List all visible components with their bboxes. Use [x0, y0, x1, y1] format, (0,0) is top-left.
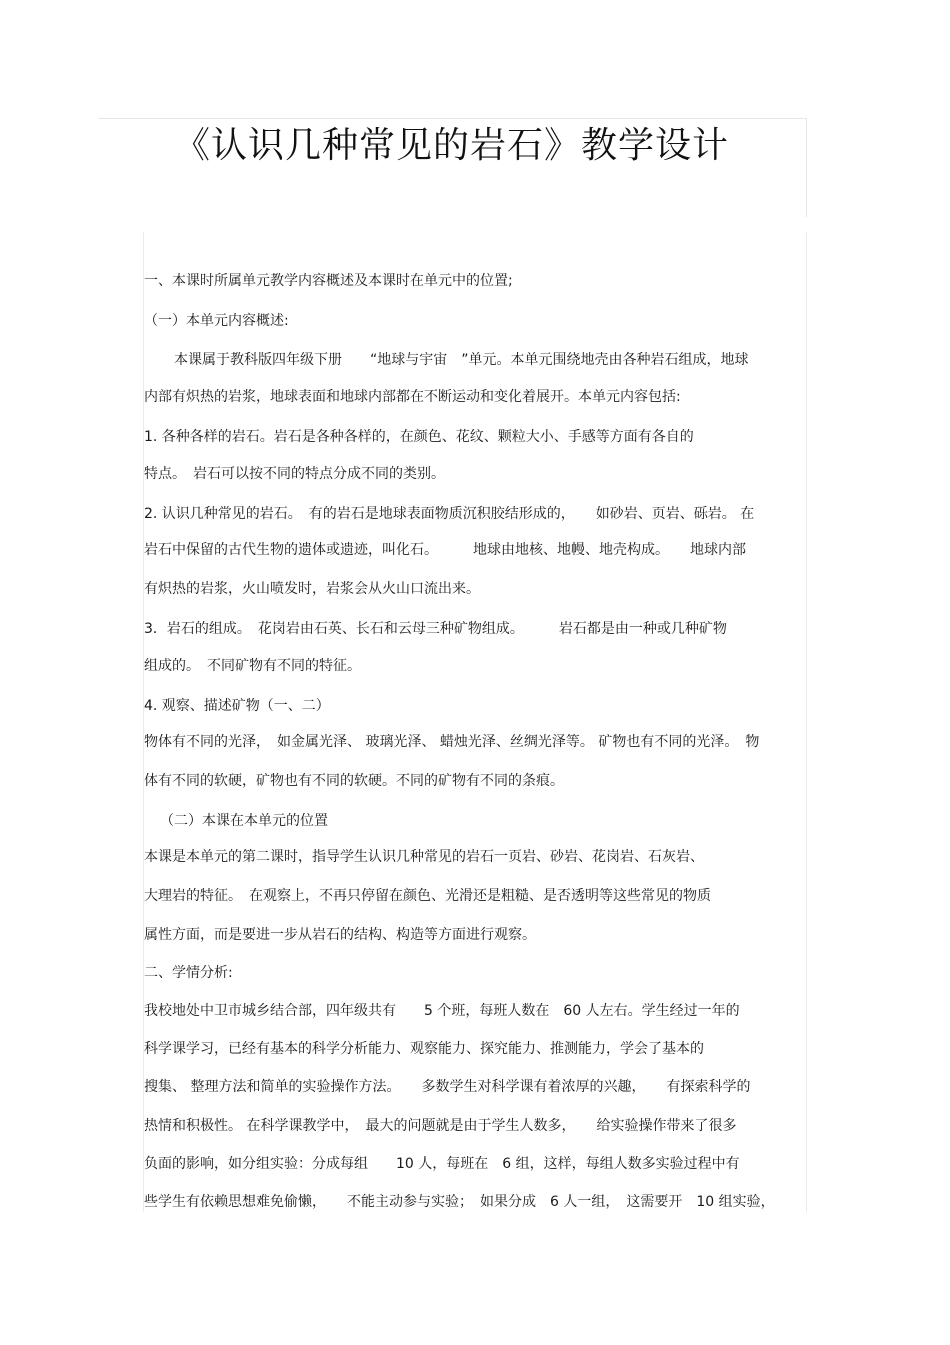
paragraph-line: 岩石中保留的古代生物的遗体或遗迹，叫化石。 地球由地核、地幔、地壳构成。 地球内部 [144, 542, 746, 558]
frame-line-right [806, 232, 807, 1212]
paragraph-line: 搜集、 整理方法和简单的实验操作方法。 多数学生对科学课有着浓厚的兴趣， 有探索科学的 [144, 1079, 751, 1095]
subsection-heading-2: （二）本课在本单元的位置 [160, 813, 328, 829]
document-title: 《认识几种常见的岩石》教学设计 [174, 125, 730, 166]
frame-line-right-top [806, 118, 807, 217]
paragraph-line: 组成的。 不同矿物有不同的特征。 [144, 658, 361, 674]
paragraph-line: 大理岩的特征。 在观察上，不再只停留在颜色、光滑还是粗糙、是否透明等这些常见的物质 [144, 888, 711, 904]
list-item-2: 2. 认识几种常见的岩石。 有的岩石是地球表面物质沉积胶结形成的， 如砂岩、页岩、砾岩。 在 [144, 506, 755, 522]
section-heading-2: 二、学情分析: [144, 965, 233, 981]
paragraph-line: 些学生有依赖思想难免偷懒， 不能主动参与实验； 如果分成 6 人一组， 这需要开 10 组实验， [144, 1194, 775, 1210]
paragraph-line: 我校地处中卫市城乡结合部，四年级共有 5 个班，每班人数在 60 人左右。学生经过一年的 [144, 1003, 740, 1019]
paragraph-line: 热情和积极性。 在科学课教学中， 最大的问题就是由于学生人数多， 给实验操作带来了很多 [144, 1118, 737, 1134]
list-item-4: 4. 观察、描述矿物（一、二） [144, 698, 330, 714]
paragraph-line: 本课属于教科版四年级下册 “地球与宇宙 ”单元。本单元围绕地壳由各种岩石组成，地球 [174, 352, 749, 368]
list-item-1: 1. 各种各样的岩石。岩石是各种各样的，在颜色、花纹、颗粒大小、手感等方面有各自的 [144, 429, 694, 445]
paragraph-line: 特点。 岩石可以按不同的特点分成不同的类别。 [144, 466, 445, 482]
paragraph-line: 属性方面，而是要进一步从岩石的结构、构造等方面进行观察。 [144, 927, 536, 943]
paragraph-line: 物体有不同的光泽， 如金属光泽、 玻璃光泽、 蜡烛光泽、丝绸光泽等。 矿物也有不同的光泽。 物 [144, 734, 760, 750]
paragraph-line: 内部有炽热的岩浆，地球表面和地球内部都在不断运动和变化着展开。本单元内容包括: [144, 389, 681, 405]
paragraph-line: 负面的影响，如分组实验：分成每组 10 人，每班在 6 组，这样，每组人数多实验过程中有 [144, 1156, 740, 1172]
list-item-3: 3．岩石的组成。 花岗岩由石英、长石和云母三种矿物组成。 岩石都是由一种或几种矿物 [144, 621, 727, 637]
paragraph-line: 本课是本单元的第二课时，指导学生认识几种常见的岩石一页岩、砂岩、花岗岩、石灰岩、 [144, 849, 704, 865]
paragraph-line: 有炽热的岩浆，火山喷发时，岩浆会从火山口流出来。 [144, 581, 480, 597]
subsection-heading-1: （一）本单元内容概述: [144, 313, 289, 329]
paragraph-line: 体有不同的软硬，矿物也有不同的软硬。不同的矿物有不同的条痕。 [144, 773, 564, 789]
paragraph-line: 科学课学习，已经有基本的科学分析能力、观察能力、探究能力、推测能力，学会了基本的 [144, 1041, 704, 1057]
section-heading-1: 一、本课时所属单元教学内容概述及本课时在单元中的位置; [144, 273, 513, 289]
frame-line-left [143, 232, 144, 1212]
